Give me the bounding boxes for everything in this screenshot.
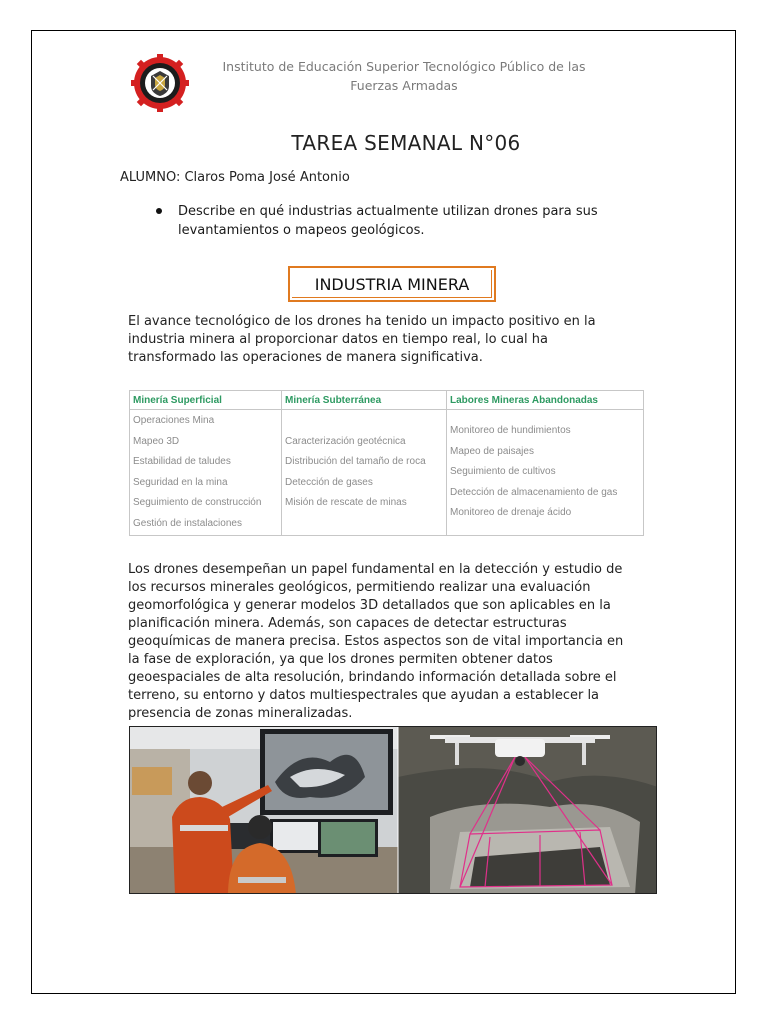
table-cell-superficial bbox=[130, 410, 282, 536]
list-item: Mapeo de paisajes bbox=[450, 445, 534, 457]
table-header-abandonadas: Labores Mineras Abandonadas bbox=[447, 391, 644, 410]
document-title: TAREA SEMANAL N°06 bbox=[291, 131, 521, 155]
list-item: Estabilidad de taludes bbox=[133, 456, 231, 467]
list-item: Gestión de instalaciones bbox=[133, 517, 242, 529]
institution-line-2: Fuerzas Armadas bbox=[350, 78, 458, 93]
list-item: Seguimiento de construcción bbox=[133, 497, 262, 508]
list-item: Seguridad en la mina bbox=[133, 476, 228, 488]
list-item: Caracterización geotécnica bbox=[285, 435, 406, 447]
list-item: Distribución del tamaño de roca bbox=[285, 456, 426, 467]
bullet-dot-icon bbox=[156, 208, 162, 214]
mining-photo-collage bbox=[129, 726, 657, 894]
drone-survey-photo bbox=[398, 727, 657, 894]
institution-logo bbox=[131, 54, 189, 112]
table-cell-subterranea bbox=[282, 410, 447, 536]
paragraph-intro: El avance tecnológico de los drones ha tenido un impacto positivo en la industria minera al proporcionar datos en tiempo real, lo cual ha transformado las operaciones de manera significativa. bbox=[128, 314, 596, 365]
section-title: INDUSTRIA MINERA bbox=[314, 275, 470, 294]
institution-name bbox=[210, 57, 598, 95]
paragraph-detail: Los drones desempeñan un papel fundamental en la detección y estudio de los recursos minerales geológicos, permitiendo realizar una evaluación geomorfológica y generar modelos 3D detallados que son aplicables en la planificación minera. Además, son capaces de detectar estructuras geoquímicas de manera precisa. Estos aspectos son de vital importancia en la fase de exploración, ya que los drones permiten obtener datos geoespaciales de alta resolución, brindando información detallada sobre el terreno, su entorno y datos multiespectrales que ayudan a establecer la presencia de zonas mineralizadas. bbox=[128, 562, 624, 721]
list-item: Monitoreo de drenaje ácido bbox=[450, 507, 572, 519]
table-header-row bbox=[130, 391, 644, 410]
student-name: ALUMNO: Claros Poma José Antonio bbox=[120, 170, 350, 185]
list-item: Detección de gases bbox=[285, 476, 373, 488]
list-item: Monitoreo de hundimientos bbox=[450, 425, 571, 437]
list-item: Operaciones Mina bbox=[133, 415, 215, 426]
list-item: Detección de almacenamiento de gas bbox=[450, 486, 618, 498]
section-heading-box bbox=[288, 266, 496, 302]
table-row bbox=[130, 410, 644, 536]
bullet-text: Describe en qué industrias actualmente utilizan drones para sus levantamientos o mapeos geológicos. bbox=[178, 204, 598, 238]
table-header-subterranea: Minería Subterránea bbox=[282, 391, 447, 410]
list-item: Seguimiento de cultivos bbox=[450, 466, 556, 478]
institution-line-1: Instituto de Educación Superior Tecnológico Público de las bbox=[222, 59, 586, 74]
control-room-photo bbox=[130, 727, 398, 894]
table-header-superficial: Minería Superficial bbox=[130, 391, 282, 410]
mining-table bbox=[129, 390, 644, 536]
list-item: Misión de rescate de minas bbox=[285, 497, 407, 508]
list-item: Mapeo 3D bbox=[133, 435, 180, 447]
table-cell-abandonadas bbox=[447, 410, 644, 536]
